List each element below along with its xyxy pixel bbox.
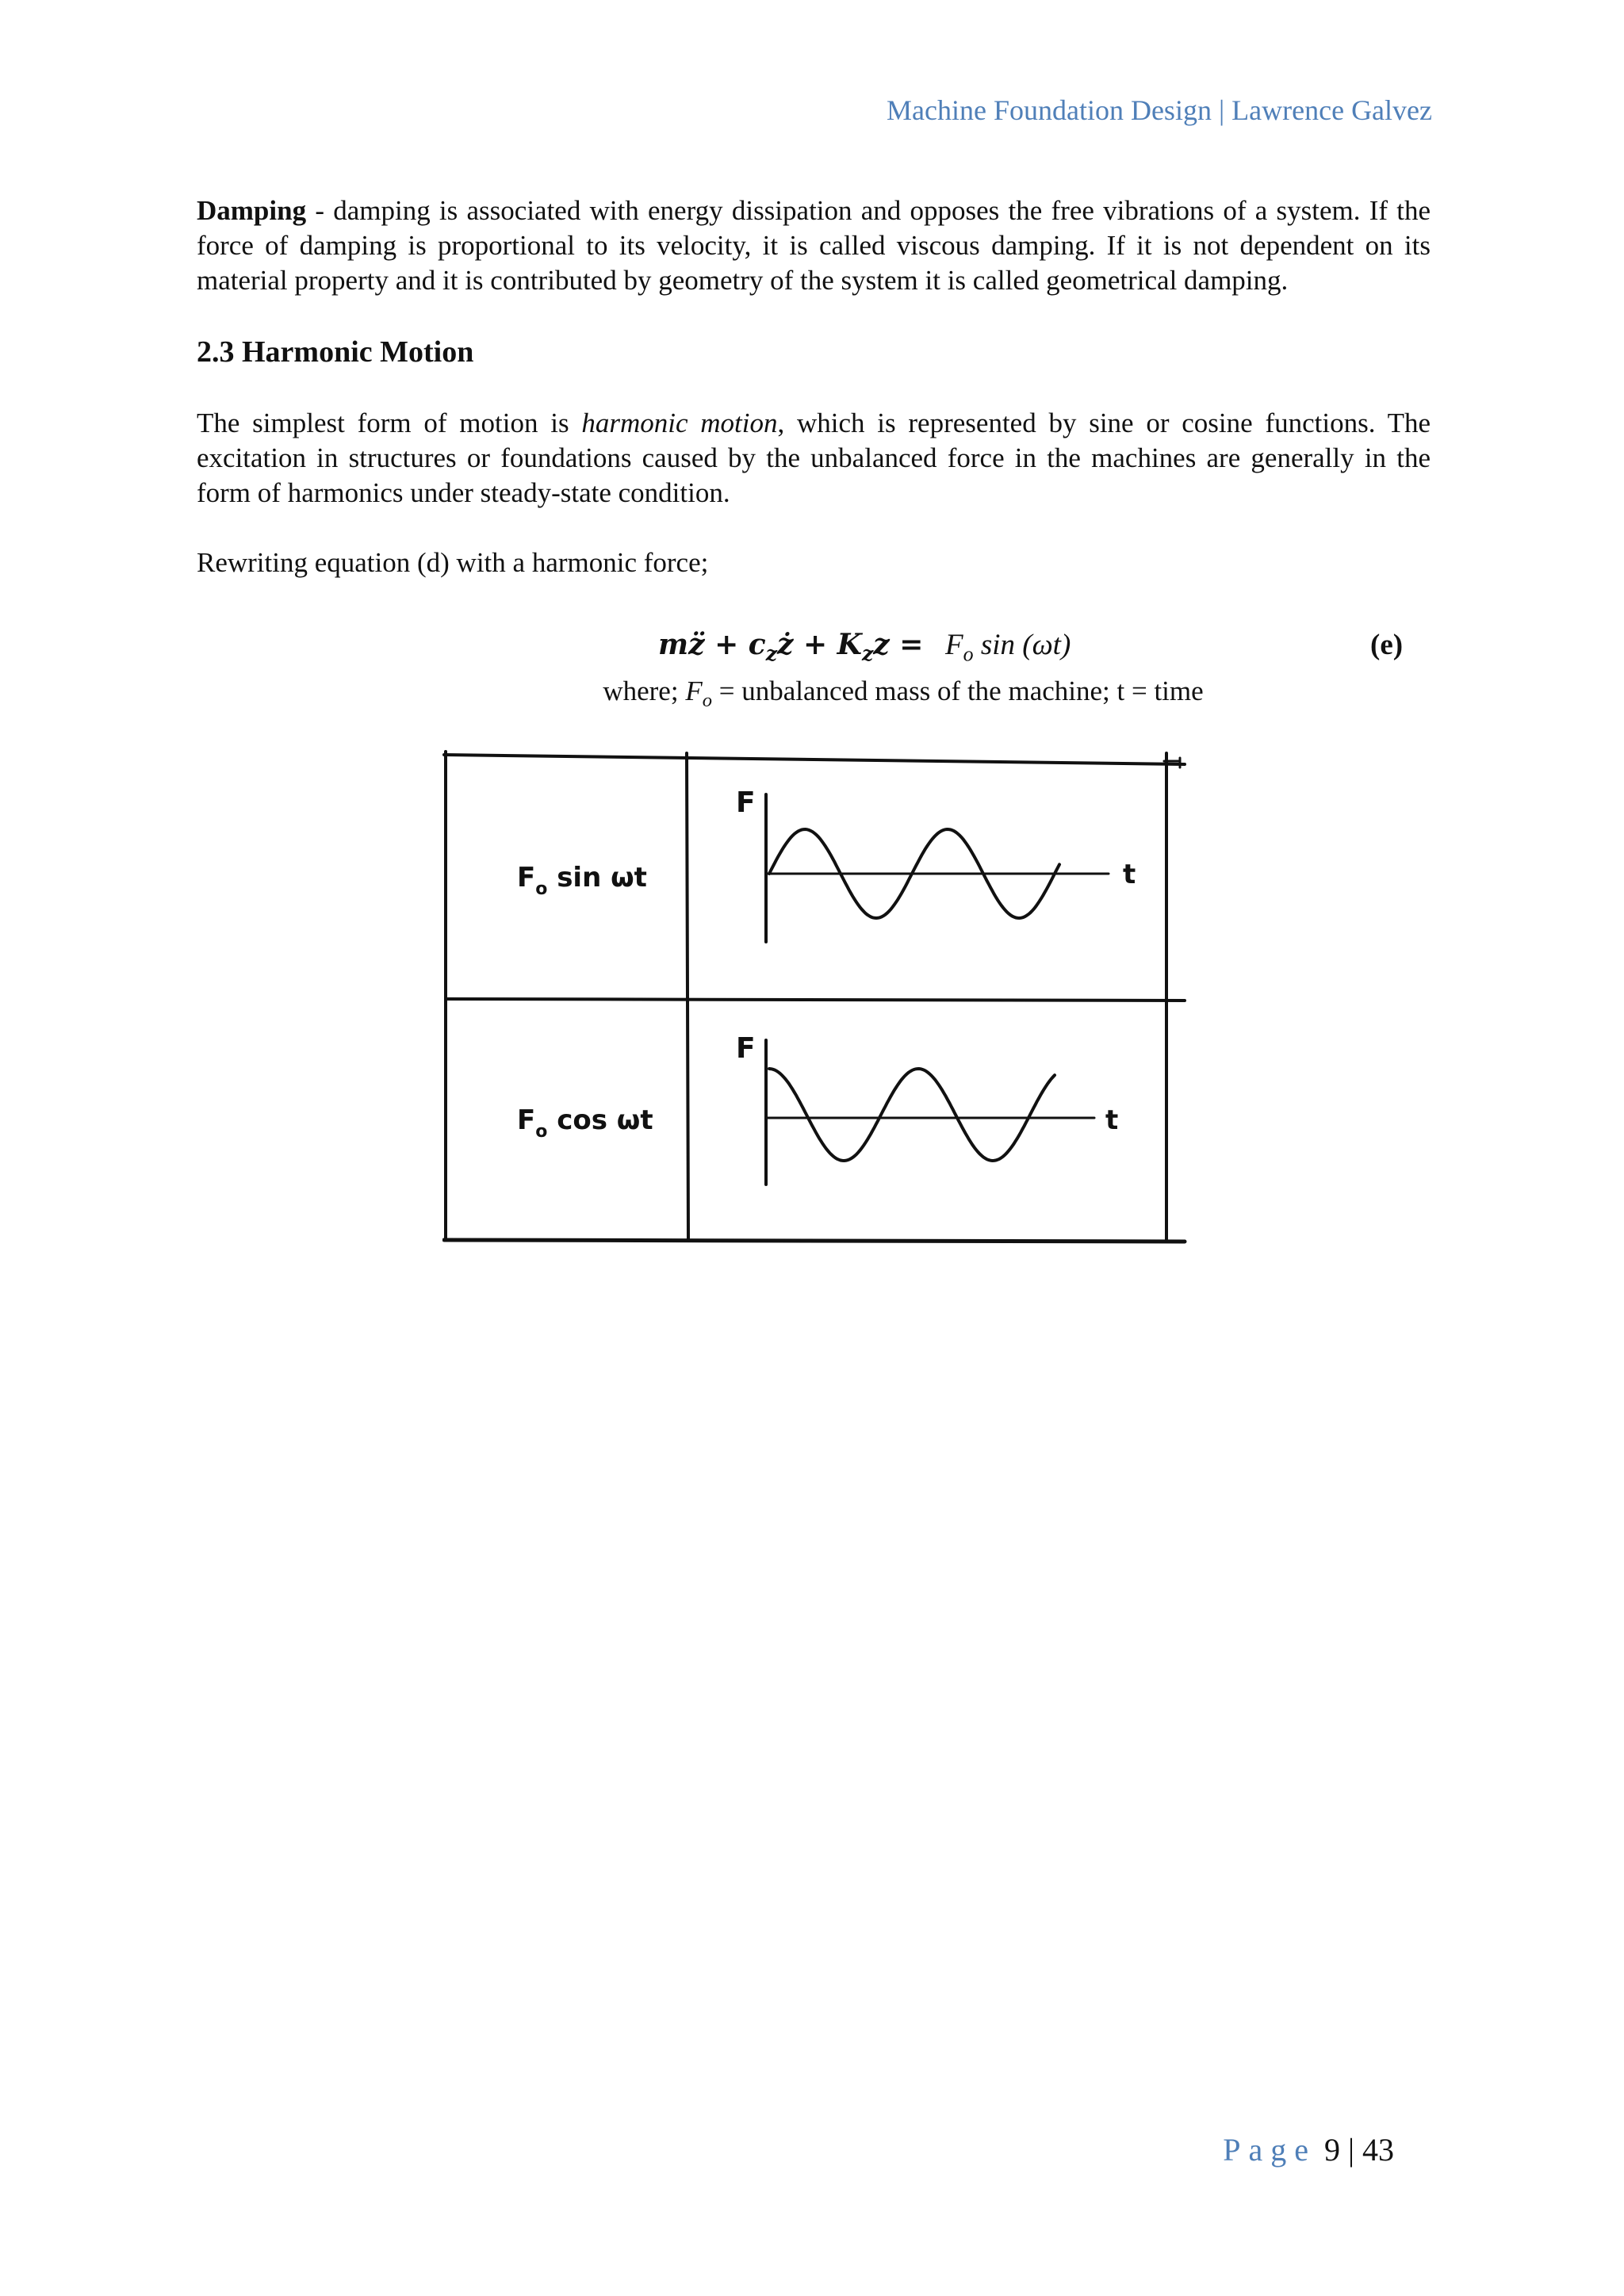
equation-number: (e) [1370, 629, 1404, 661]
damping-term: Damping [197, 195, 307, 226]
equation-lhs: mz̈ + $c_zż + K_zz$ = [658, 628, 924, 666]
page-header [887, 94, 1432, 127]
equation-rhs: $F_o$ sin (ωt) [945, 629, 1071, 666]
footer-label: Page [1223, 2132, 1316, 2168]
row-label-sine: $F_o$ sin ωt [517, 862, 647, 899]
bottom-y-label: F [736, 1032, 756, 1065]
damping-text: - damping is associated with energy dissipation and opposes the free vibrations of a system. If the force of damping is proportional to its velocity, it is called viscous damping. If it is not dependent on its material property and it is contributed by geometry of the system it is called geometrical damping. [197, 195, 1431, 296]
top-x-label: t [1123, 859, 1136, 890]
footer-page: 9 [1323, 2132, 1340, 2168]
damping-paragraph [197, 193, 1431, 298]
page-footer [1223, 2131, 1394, 2168]
section-heading: 2.3 Harmonic Motion [197, 335, 474, 369]
harmonic-text-before: The simplest form of motion is [197, 408, 582, 438]
header-separator: | [1218, 94, 1225, 126]
header-author: Lawrence Galvez [1231, 94, 1432, 126]
frame-bottom [444, 1240, 1185, 1242]
harmonic-italic: harmonic motion [581, 408, 778, 438]
rewrite-paragraph: Rewriting equation (d) with a harmonic force; [197, 547, 709, 578]
footer-total: 43 [1362, 2132, 1394, 2168]
equation-e [0, 628, 1624, 666]
row-label-cosine: $F_o$ cos ωt [517, 1104, 653, 1142]
harmonic-paragraph [197, 406, 1431, 511]
frame-divider [687, 753, 688, 1240]
frame-top [444, 755, 1185, 764]
top-y-label: F [736, 786, 756, 819]
header-title: Machine Foundation Design [887, 94, 1212, 126]
cosine-curve [769, 1069, 1055, 1161]
harmonic-force-figure [442, 745, 1188, 1246]
where-line: where; $F_o$ = unbalanced mass of the machine; t = time [603, 675, 1204, 711]
harmonic-text-after: , which is represented by sine or cosine functions. The excitation in structures or foundations caused by the unbalanced force in the machines are generally in the form of harmonics under steady-state condition. [197, 408, 1431, 508]
footer-separator: | [1347, 2132, 1354, 2168]
frame-mid [446, 999, 1185, 1001]
bottom-x-label: t [1105, 1104, 1119, 1136]
